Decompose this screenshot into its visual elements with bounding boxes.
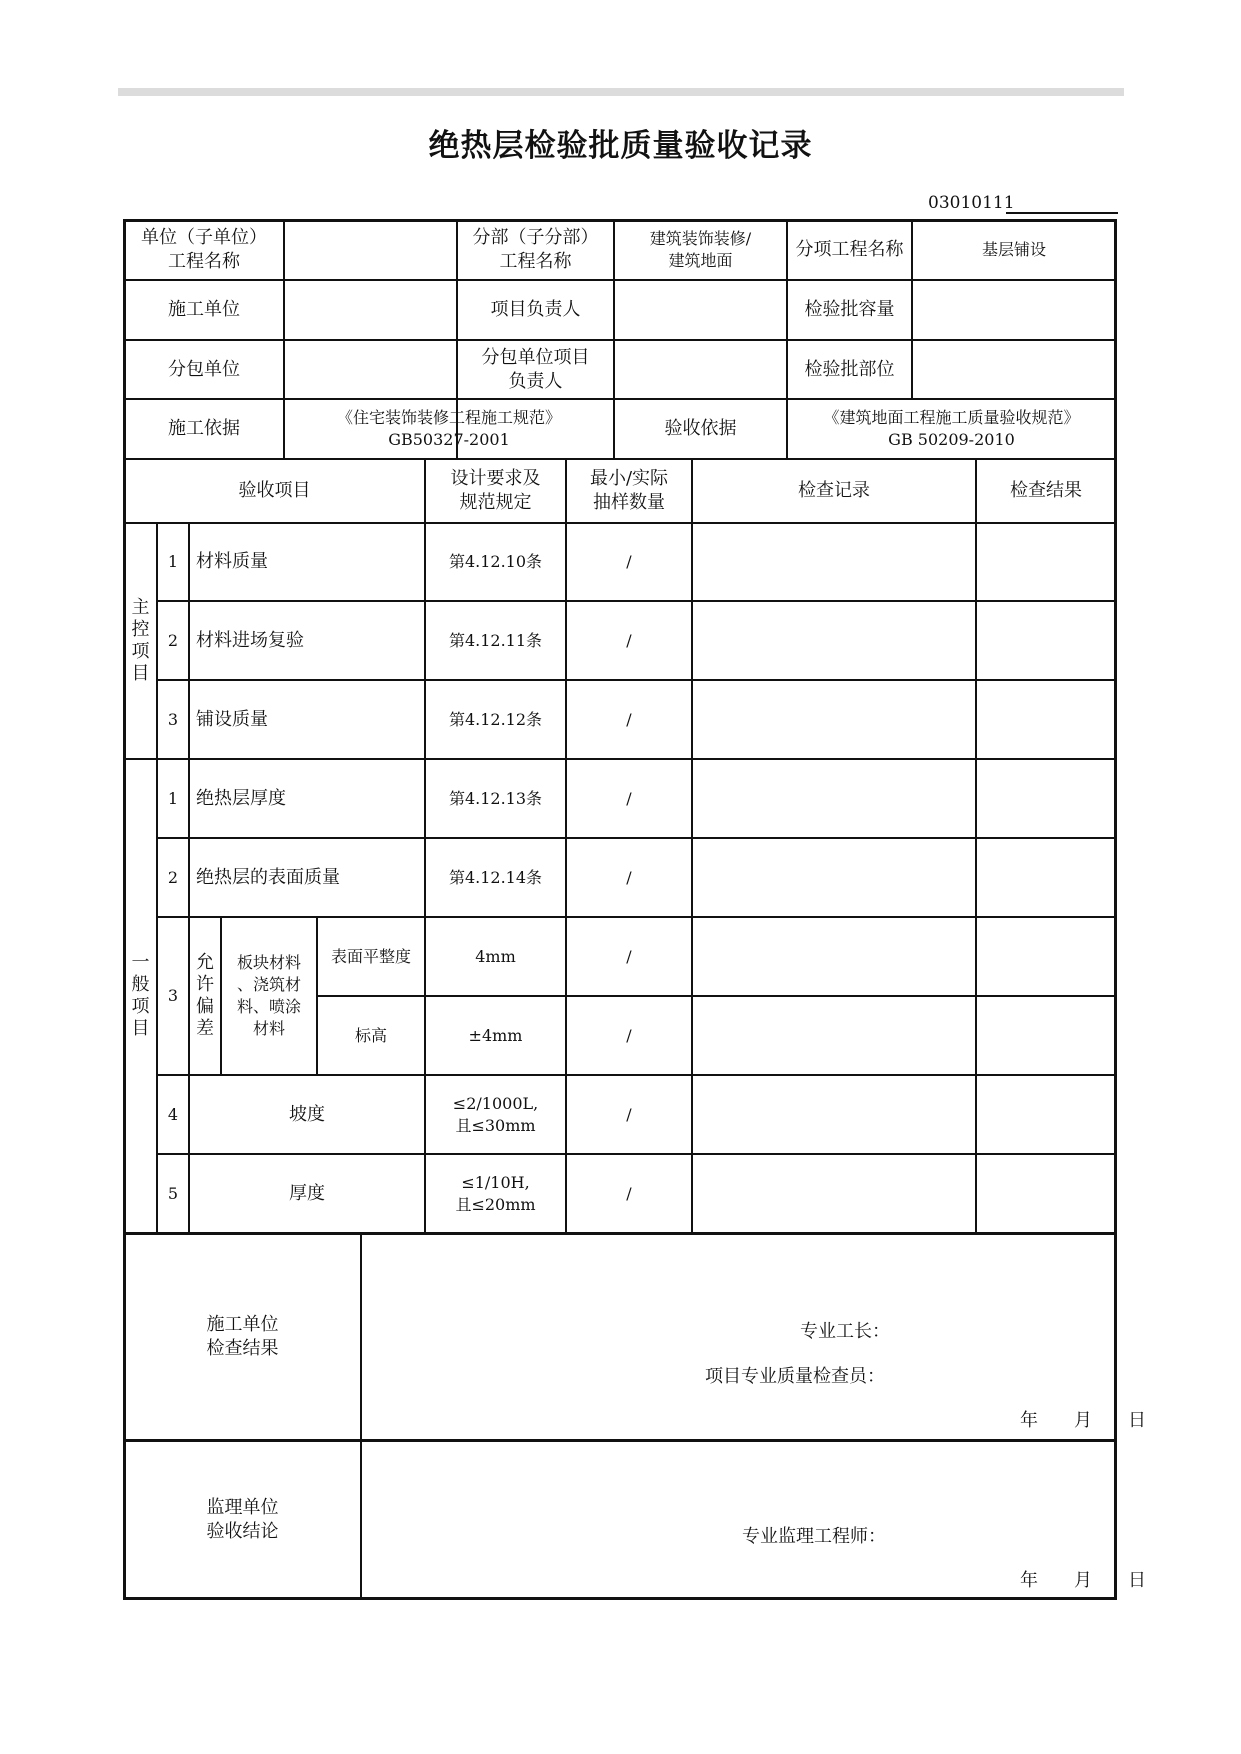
acceptance-basis-label: 验收依据 — [664, 418, 737, 439]
contractor-check-label: 施工单位 检查结果 — [206, 1314, 279, 1359]
general-item-result[interactable] — [977, 1155, 1115, 1232]
main-item-design: 第4.12.10条 — [448, 552, 543, 571]
general-item-sample[interactable]: / — [626, 867, 632, 887]
general-item-no: 1 — [167, 788, 179, 808]
tolerance-check-result[interactable] — [977, 997, 1115, 1074]
main-item-no: 1 — [167, 552, 179, 571]
batch-location-label: 检验批部位 — [804, 358, 895, 380]
col-result-header: 检查结果 — [1010, 480, 1082, 501]
general-item-sample[interactable]: / — [626, 1104, 632, 1124]
tolerance-check-record[interactable] — [693, 918, 975, 995]
supervisor-conclusion-area[interactable] — [362, 1442, 1115, 1598]
tolerance-material: 板块材料 、浇筑材 料、喷涂 材料 — [236, 953, 301, 1038]
general-item-record[interactable] — [693, 1155, 975, 1232]
main-item-name: 材料进场复验 — [196, 629, 304, 651]
construction-basis-field[interactable]: 《住宅装饰装修工程施工规范》 GB50327-2001 — [336, 408, 561, 449]
general-item-design: 第4.12.13条 — [448, 788, 543, 808]
subcontractor-label: 分包单位 — [168, 358, 240, 380]
main-item-design: 第4.12.12条 — [448, 709, 543, 729]
general-item-no: 4 — [167, 1104, 179, 1124]
construction-basis-label: 施工依据 — [168, 418, 240, 439]
general-item-no: 2 — [167, 867, 179, 887]
item-name-label: 分项工程名称 — [795, 239, 904, 260]
general-item-name: 厚度 — [289, 1182, 325, 1204]
item-name-field[interactable]: 基层铺设 — [981, 240, 1046, 259]
main-item-record[interactable] — [693, 524, 975, 600]
batch-location-field[interactable] — [913, 341, 1115, 398]
general-item-sample[interactable]: / — [626, 1183, 632, 1203]
general-item-name: 坡度 — [289, 1103, 325, 1125]
main-item-no: 3 — [167, 709, 179, 729]
sub-manager-label: 分包单位项目 负责人 — [481, 346, 590, 392]
form-code-underline — [1006, 212, 1118, 214]
contractor-label: 施工单位 — [168, 299, 240, 320]
tolerance-check-design: ±4mm — [468, 1025, 523, 1045]
division-name-field[interactable]: 建筑装饰装修/ 建筑地面 — [649, 229, 752, 270]
general-item-result[interactable] — [977, 760, 1115, 837]
col-record-header: 检查记录 — [798, 480, 870, 501]
main-item-record[interactable] — [693, 681, 975, 758]
supervisor-date: 年 月 日 — [1020, 1570, 1146, 1591]
supervising-engineer-signature-label: 专业监理工程师： — [742, 1526, 886, 1547]
unit-name-field[interactable] — [285, 221, 456, 279]
tolerance-check-result[interactable] — [977, 918, 1115, 995]
main-item-result[interactable] — [977, 524, 1115, 600]
top-divider — [118, 88, 1124, 96]
general-item-no: 5 — [167, 1183, 179, 1203]
batch-capacity-label: 检验批容量 — [804, 299, 895, 320]
acceptance-basis-field[interactable]: 《建筑地面工程施工质量验收规范》 GB 50209-2010 — [823, 408, 1080, 449]
general-item-design: ≤2/1000L, 且≤30mm — [452, 1093, 539, 1135]
main-item-design: 第4.12.11条 — [448, 630, 543, 650]
division-name-label: 分部（子分部） 工程名称 — [472, 227, 599, 272]
qc-inspector-signature-label: 项目专业质量检查员： — [705, 1366, 885, 1387]
main-item-no: 2 — [167, 630, 179, 650]
tolerance-check-name: 标高 — [354, 1025, 387, 1045]
main-item-record[interactable] — [693, 602, 975, 679]
tolerance-check-name: 表面平整度 — [330, 946, 411, 966]
general-item-name: 绝热层的表面质量 — [196, 866, 340, 888]
general-item-record[interactable] — [693, 760, 975, 837]
project-manager-label: 项目负责人 — [490, 299, 581, 320]
supervisor-conclusion-label: 监理单位 验收结论 — [206, 1497, 279, 1542]
general-items-group: 一 般 项 目 — [131, 952, 150, 1039]
main-item-name: 铺设质量 — [196, 708, 268, 730]
main-item-sample[interactable]: / — [626, 709, 632, 729]
general-item-name: 绝热层厚度 — [196, 787, 286, 809]
foreman-signature-label: 专业工长： — [800, 1321, 890, 1342]
tolerance-check-record[interactable] — [693, 997, 975, 1074]
col-design-header: 设计要求及 规范规定 — [450, 468, 541, 513]
form-code: 03010111 — [928, 193, 1015, 213]
page-title: 绝热层检验批质量验收记录 — [428, 128, 813, 164]
contractor-field[interactable] — [285, 281, 456, 339]
main-item-result[interactable] — [977, 681, 1115, 758]
tolerance-no: 3 — [167, 986, 179, 1005]
general-item-sample[interactable]: / — [626, 788, 632, 808]
col-item-header: 验收项目 — [238, 480, 311, 501]
contractor-check-area[interactable] — [362, 1235, 1115, 1439]
unit-name-label: 单位（子单位） 工程名称 — [141, 227, 267, 272]
main-control-group: 主 控 项 目 — [131, 597, 150, 684]
general-item-design: ≤1/10H, 且≤20mm — [455, 1172, 536, 1214]
tolerance-check-sample[interactable]: / — [626, 1025, 632, 1045]
main-item-result[interactable] — [977, 602, 1115, 679]
tolerance-label: 允 许 偏 差 — [196, 952, 214, 1039]
main-item-sample[interactable]: / — [626, 552, 632, 571]
main-item-sample[interactable]: / — [626, 630, 632, 650]
general-item-result[interactable] — [977, 839, 1115, 916]
general-item-record[interactable] — [693, 839, 975, 916]
project-manager-field[interactable] — [615, 281, 786, 339]
subcontractor-field[interactable] — [285, 341, 456, 398]
col-sample-header: 最小/实际 抽样数量 — [589, 468, 669, 513]
sub-manager-field[interactable] — [615, 341, 786, 398]
general-item-design: 第4.12.14条 — [448, 867, 543, 887]
general-item-result[interactable] — [977, 1076, 1115, 1153]
tolerance-check-sample[interactable]: / — [626, 946, 632, 966]
batch-capacity-field[interactable] — [913, 281, 1115, 339]
main-item-name: 材料质量 — [196, 551, 268, 572]
contractor-date: 年 月 日 — [1020, 1410, 1146, 1431]
general-item-record[interactable] — [693, 1076, 975, 1153]
tolerance-check-design: 4mm — [475, 946, 516, 966]
